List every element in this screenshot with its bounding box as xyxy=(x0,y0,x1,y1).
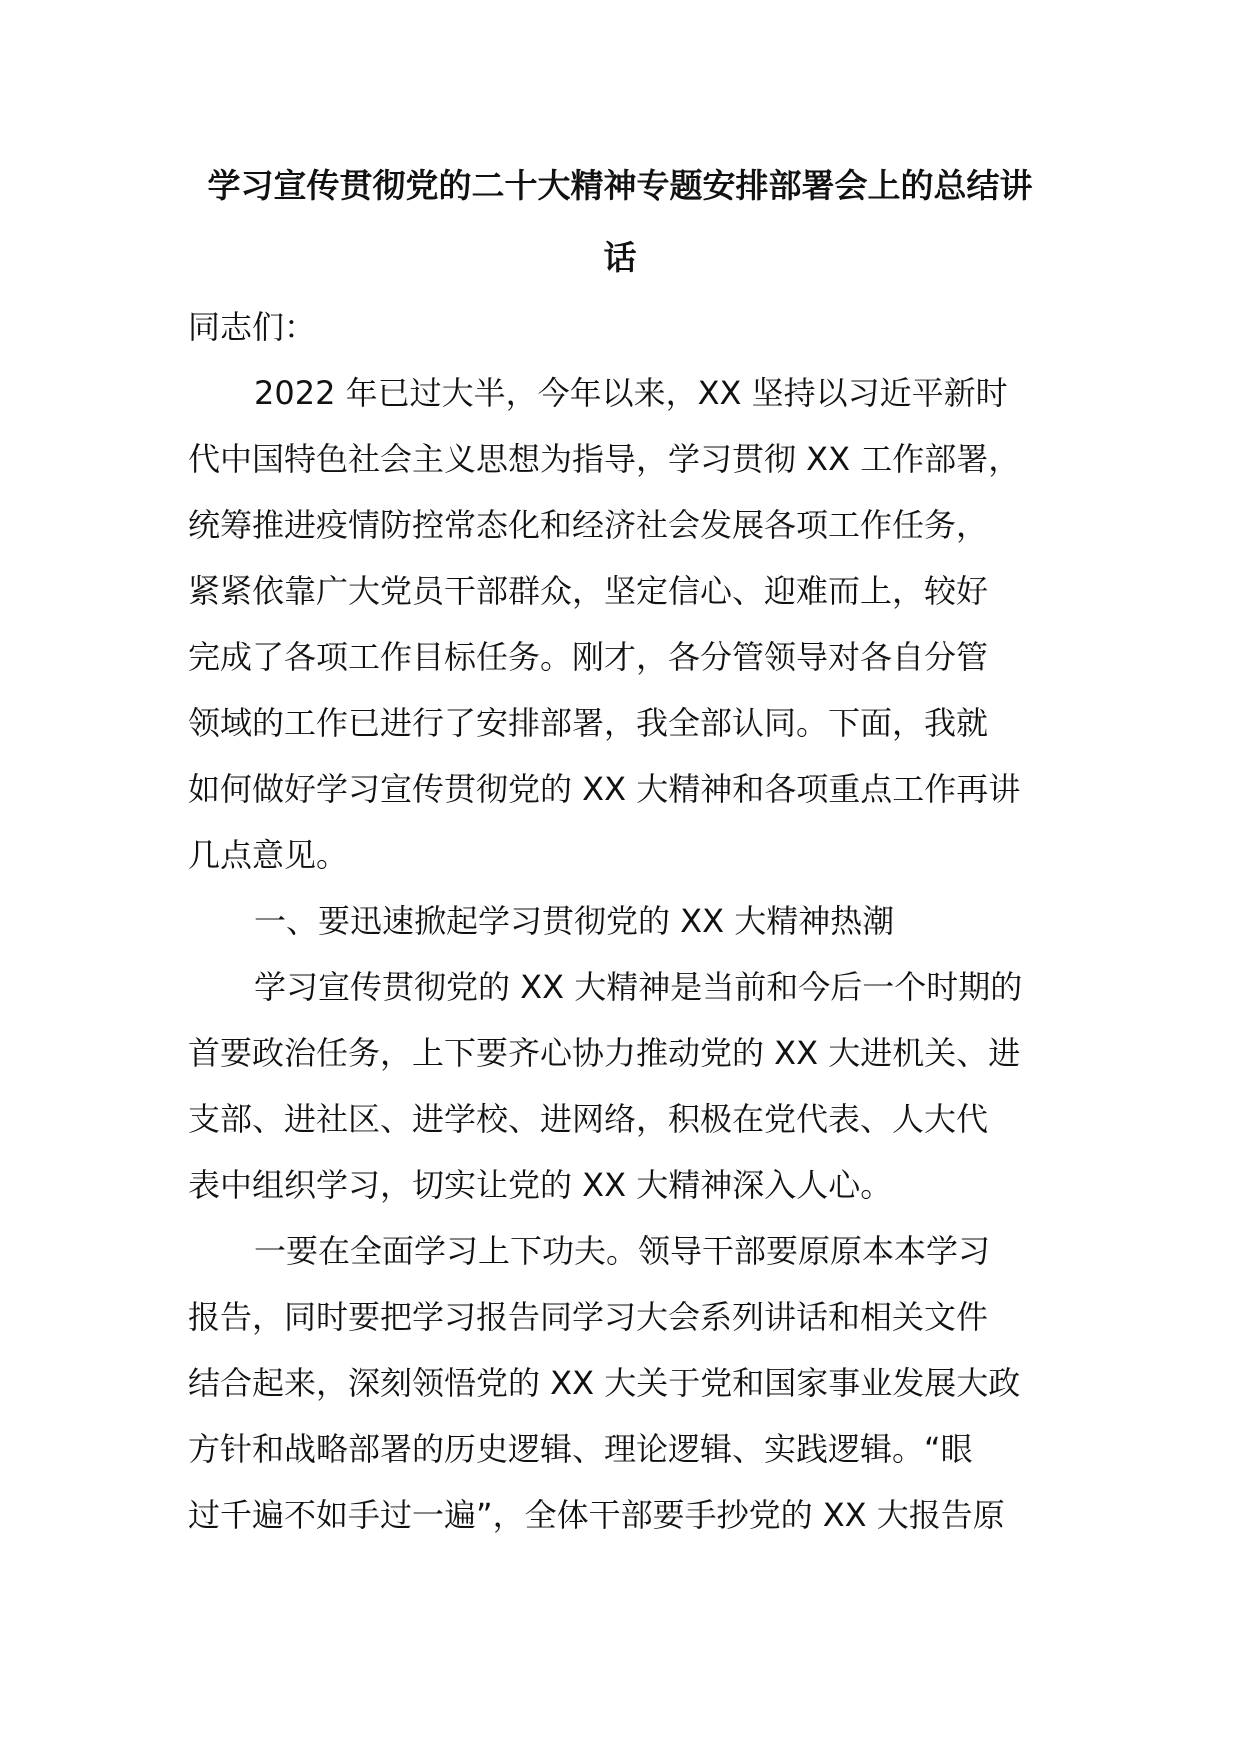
document-title xyxy=(188,150,1052,294)
paragraph-line: 学习宣传贯彻党的 XX 大精神是当前和今后一个时期的 xyxy=(254,968,1023,1006)
paragraph-line: 如何做好学习宣传贯彻党的 XX 大精神和各项重点工作再讲 xyxy=(188,770,1021,808)
paragraph-intro xyxy=(188,360,1052,888)
title-line: 学习宣传贯彻党的二十大精神专题安排部署会上的总结讲 xyxy=(207,166,1033,205)
paragraph-line: 过千遍不如手过一遍”，全体干部要手抄党的 XX 大报告原 xyxy=(188,1496,1005,1534)
section-heading-1 xyxy=(188,888,1052,954)
paragraph-line: 完成了各项工作目标任务。刚才，各分管领导对各自分管 xyxy=(188,638,989,676)
paragraph-line: 首要政治任务，上下要齐心协力推动党的 XX 大进机关、进 xyxy=(188,1034,1021,1072)
salutation: 同志们： xyxy=(188,308,317,346)
paragraph-line: 领域的工作已进行了安排部署，我全部认同。下面，我就 xyxy=(188,704,989,742)
paragraph-section-1 xyxy=(188,954,1052,1218)
paragraph-study xyxy=(188,1218,1052,1548)
paragraph-line: 方针和战略部署的历史逻辑、理论逻辑、实践逻辑。“眼 xyxy=(188,1430,973,1468)
paragraph-line: 统筹推进疫情防控常态化和经济社会发展各项工作任务， xyxy=(188,506,989,544)
title-line: 话 xyxy=(603,238,637,277)
paragraph-line: 报告，同时要把学习报告同学习大会系列讲话和相关文件 xyxy=(188,1298,989,1336)
section-heading-line: 一、要迅速掀起学习贯彻党的 XX 大精神热潮 xyxy=(254,902,895,940)
document-body xyxy=(188,150,1052,1548)
paragraph-line: 代中国特色社会主义思想为指导，学习贯彻 XX 工作部署， xyxy=(188,440,1021,478)
paragraph-line: 支部、进社区、进学校、进网络，积极在党代表、人大代 xyxy=(188,1100,989,1138)
paragraph-line: 紧紧依靠广大党员干部群众，坚定信心、迎难而上，较好 xyxy=(188,572,989,610)
paragraph-line: 表中组织学习，切实让党的 XX 大精神深入人心。 xyxy=(188,1166,893,1204)
paragraph-line: 一要在全面学习上下功夫。领导干部要原原本本学习 xyxy=(254,1232,991,1270)
paragraph-line: 几点意见。 xyxy=(188,836,349,874)
paragraph-line: 结合起来，深刻领悟党的 XX 大关于党和国家事业发展大政 xyxy=(188,1364,1021,1402)
paragraph-line: 2022 年已过大半，今年以来，XX 坚持以习近平新时 xyxy=(254,374,1008,412)
